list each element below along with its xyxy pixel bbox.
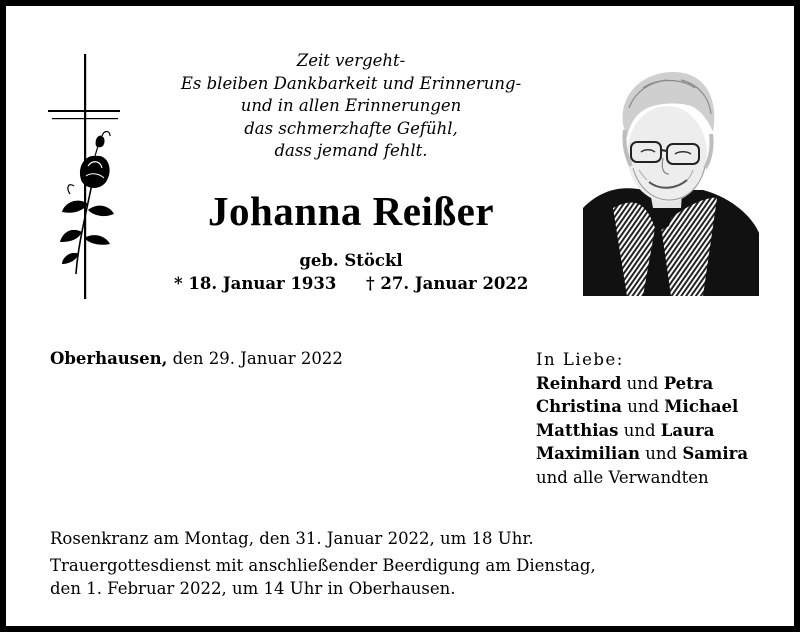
- rosary-info: Rosenkranz am Montag, den 31. Januar 2022, um 18 Uhr.: [50, 529, 534, 548]
- mourner: Michael: [664, 397, 739, 416]
- mourner: Maximilian: [536, 444, 641, 463]
- mourners-intro: In Liebe:: [536, 350, 624, 369]
- notice-date: den 29. Januar 2022: [167, 349, 343, 368]
- cross-with-rose-icon: [48, 54, 128, 304]
- maiden-name: geb. Stöckl: [299, 251, 403, 270]
- poem-line: Zeit vergeht-: [296, 51, 406, 70]
- poem: [156, 50, 546, 163]
- mourners-closing: und alle Verwandten: [536, 467, 709, 487]
- mourner: Samira: [682, 444, 749, 463]
- mourner-pair: [536, 442, 748, 466]
- poem-line: dass jemand fehlt.: [274, 141, 428, 160]
- mourner-join: und: [640, 444, 683, 463]
- birth-date: * 18. Januar 1933: [174, 274, 337, 293]
- mourner-pair: [536, 372, 748, 396]
- mourner-join: und: [621, 397, 665, 416]
- mourners-list: [536, 348, 748, 489]
- mourner: Matthias: [536, 420, 619, 440]
- funeral-info-line: den 1. Februar 2022, um 14 Uhr in Oberhausen.: [50, 579, 456, 598]
- mourner-pair: [536, 395, 748, 419]
- mourner-join: und: [621, 373, 664, 393]
- mourner-pair: [536, 419, 748, 443]
- mourner: Reinhard: [536, 373, 622, 393]
- death-date: † 27. Januar 2022: [366, 274, 529, 293]
- portrait-photo: [583, 58, 759, 296]
- mourner: Christina: [536, 397, 622, 416]
- poem-line: das schmerzhafte Gefühl,: [244, 118, 458, 138]
- place-name: Oberhausen,: [50, 349, 168, 368]
- mourner: Laura: [660, 420, 715, 440]
- life-dates: [174, 273, 534, 295]
- funeral-info-line: Trauergottesdienst mit anschließender Beerdigung am Dienstag,: [50, 556, 596, 575]
- service-info: [50, 527, 596, 600]
- poem-line: Es bleiben Dankbarkeit und Erinnerung-: [180, 73, 522, 93]
- place-and-date: [50, 348, 343, 370]
- deceased-name: Johanna Reißer: [207, 188, 495, 234]
- mourner: Petra: [663, 373, 714, 393]
- mourner-join: und: [618, 420, 661, 440]
- poem-line: und in allen Erinnerungen: [240, 96, 462, 115]
